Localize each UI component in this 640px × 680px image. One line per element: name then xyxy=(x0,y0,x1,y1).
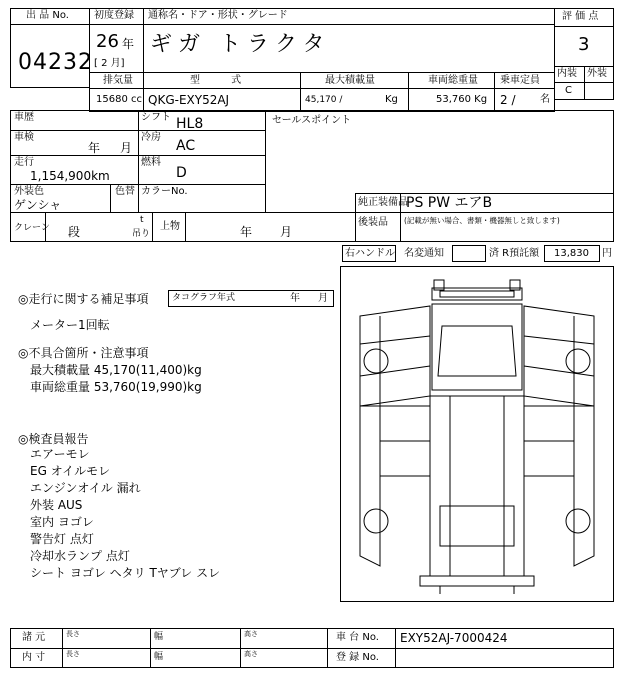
vehicle-diagram xyxy=(340,266,614,602)
mileage-note: メーター1回転 xyxy=(30,318,110,332)
chassis-frame xyxy=(430,396,524,576)
first-registration-year: 26 xyxy=(96,31,119,52)
tachograph-label: タコグラフ年式 xyxy=(172,293,236,303)
model-label: 型 式 xyxy=(190,75,256,86)
recycle-unit: 円 xyxy=(602,248,612,259)
rear-right-wheel xyxy=(566,509,590,533)
left-door xyxy=(360,306,430,406)
interior-width-label: 幅 xyxy=(154,652,164,662)
upper-body-year: 年 xyxy=(240,225,253,239)
defects-heading: ◎不具合箇所・注意事項 xyxy=(18,346,149,360)
inspector-item: 外装 AUS xyxy=(30,498,83,512)
max-load-value: 45,170 / xyxy=(305,95,343,105)
chassis-number-label: 車 台 No. xyxy=(336,632,379,643)
interior-grade-value: C xyxy=(565,85,572,96)
capacity-value: 2 / xyxy=(500,93,516,107)
inspector-item: エンジンオイル 漏れ xyxy=(30,481,141,495)
name-change-label: 名変通知 xyxy=(404,248,444,259)
front-right-wheel xyxy=(566,349,590,373)
interior-grade-label: 内装 xyxy=(557,68,577,79)
exterior-grade-label: 外装 xyxy=(587,68,607,79)
fuel-value: D xyxy=(176,165,187,181)
inspection-month: 月 xyxy=(120,141,133,155)
first-registration-label: 初度登録 xyxy=(94,10,134,21)
vehicle-name-label: 通称名・ドア・形状・グレード xyxy=(148,10,288,21)
inspector-item: エアーモレ xyxy=(30,447,90,461)
recycle-value: 13,830 xyxy=(554,248,589,259)
fifth-wheel xyxy=(440,506,514,546)
crane-hoist: 吊り xyxy=(132,229,151,239)
lot-number-label: 出 品 No. xyxy=(26,10,69,21)
sales-point-label: セールスポイント xyxy=(272,115,352,126)
tachograph-year: 年 xyxy=(290,293,300,304)
chassis-number: EXY52AJ-7000424 xyxy=(400,631,508,645)
crane-label: クレーン xyxy=(14,223,50,233)
capacity-label: 乗車定員 xyxy=(500,75,540,86)
inspector-report-list xyxy=(30,446,220,582)
right-door xyxy=(524,306,594,406)
aftermarket-note: (記載が無い場合、書類・機器無しと致します) xyxy=(404,216,560,225)
rear-left-wheel xyxy=(364,509,388,533)
recycle-label: 済 R預託額 xyxy=(489,248,540,259)
crane-stage: 段 xyxy=(68,225,81,239)
aftermarket-label: 後装品 xyxy=(358,217,388,228)
grade-label: 評 価 点 xyxy=(562,11,599,22)
displacement-value: 15680 cc xyxy=(96,94,142,105)
tachograph-month: 月 xyxy=(318,293,328,304)
vehicle-name: ギガ トラクタ xyxy=(150,32,331,57)
lot-number: 04232 xyxy=(18,50,93,75)
height-label: 高さ xyxy=(244,630,258,638)
inspector-heading: ◎検査員報告 xyxy=(18,432,89,446)
mileage-label: 走行 xyxy=(14,157,34,168)
displacement-label: 排気量 xyxy=(103,75,133,86)
color-value: ゲンシャ xyxy=(14,198,62,212)
cab-roof xyxy=(432,288,522,300)
first-registration-year-unit: 年 xyxy=(122,37,135,51)
first-registration-month: [ 2 月] xyxy=(94,58,125,69)
ac-label: 冷房 xyxy=(141,132,161,143)
interior-dimensions-label: 内 寸 xyxy=(22,652,46,663)
shift-label: シフト xyxy=(141,112,171,123)
model-value: QKG-EXY52AJ xyxy=(148,93,230,107)
capacity-unit: 名 xyxy=(540,94,550,105)
equipment-value: PS PW エアB xyxy=(406,195,493,211)
max-load-label: 最大積載量 xyxy=(325,75,375,86)
inspector-item: 室内 ヨゴレ xyxy=(30,515,94,529)
shift-value: HL8 xyxy=(176,116,204,132)
mileage-notes-heading: ◎走行に関する補足事項 xyxy=(18,292,149,306)
grade-value: 3 xyxy=(578,34,590,55)
right-hand-drive: 右ハンドル xyxy=(345,248,395,259)
cab-top xyxy=(432,304,522,390)
defect-line-1: 最大積載量 45,170(11,400)kg xyxy=(30,363,202,377)
upper-body-month: 月 xyxy=(280,225,293,239)
rear-bumper xyxy=(420,576,534,586)
interior-length-label: 長さ xyxy=(66,650,80,658)
max-load-unit: Kg xyxy=(385,94,398,105)
inspection-label: 車検 xyxy=(14,132,34,143)
equipment-label: 純正装備品 xyxy=(358,197,408,208)
width-label: 幅 xyxy=(154,632,164,642)
color-change-label: 色替 xyxy=(115,186,135,197)
registration-number-label: 登 録 No. xyxy=(336,652,379,663)
mileage-value: 1,154,900km xyxy=(30,169,110,183)
inspector-item: EG オイルモレ xyxy=(30,464,111,478)
upper-body-label: 上物 xyxy=(160,221,180,232)
dimensions-label: 諸 元 xyxy=(22,632,46,643)
history-label: 車歴 xyxy=(14,112,34,123)
length-label: 長さ xyxy=(66,630,80,638)
interior-height-label: 高さ xyxy=(244,650,258,658)
defect-line-2: 車両総重量 53,760(19,990)kg xyxy=(30,380,202,394)
gross-weight-value: 53,760 Kg xyxy=(436,94,488,105)
gross-weight-label: 車両総重量 xyxy=(428,75,478,86)
ac-value: AC xyxy=(176,138,196,154)
crane-ton: t xyxy=(140,215,144,225)
color-code-label: カラーNo. xyxy=(141,186,188,197)
inspector-item: 冷却水ランプ 点灯 xyxy=(30,549,130,563)
color-label: 外装色 xyxy=(14,186,44,197)
inspection-year: 年 xyxy=(88,141,101,155)
inspector-item: シート ヨゴレ ヘタリ Tヤブレ スレ xyxy=(30,566,221,580)
fuel-label: 燃料 xyxy=(141,157,161,168)
inspector-item: 警告灯 点灯 xyxy=(30,532,94,546)
front-left-wheel xyxy=(364,349,388,373)
name-change-box xyxy=(452,245,486,262)
